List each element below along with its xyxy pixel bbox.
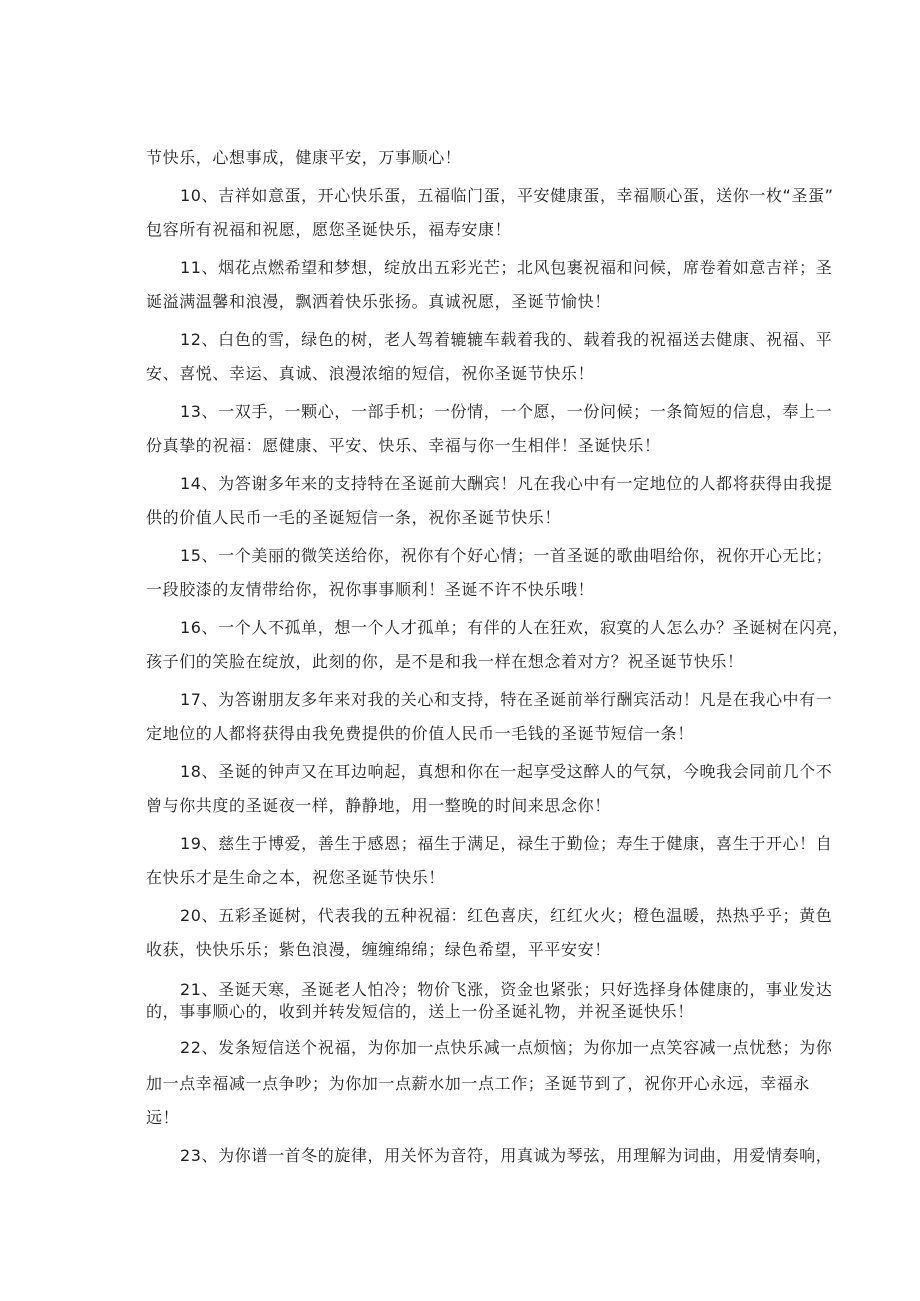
text-line: 诞溢满温馨和浪漫，飘洒着快乐张扬。真诚祝愿，圣诞节愉快！ [146,292,611,311]
text-line: 20、五彩圣诞树，代表我的五种祝福：红色喜庆，红红火火；橙色温暖，热热乎乎；黄色 [180,906,833,925]
text-line: 16、一个人不孤单，想一个人才孤单；有伴的人在狂欢，寂寞的人怎么办？圣诞树在闪亮， [180,618,849,637]
text-line: 曾与你共度的圣诞夜一样，静静地，用一整晚的时间来思念你！ [146,796,611,815]
text-line: 份真挚的祝福：愿健康、平安、快乐、幸福与你一生相伴！圣诞快乐！ [146,436,661,455]
text-line: 19、慈生于博爱，善生于感恩；福生于满足，禄生于勤俭；寿生于健康，喜生于开心！自 [180,834,833,853]
text-line: 18、圣诞的钟声又在耳边响起，真想和你在一起享受这醉人的气氛，今晚我会同前几个不 [180,762,833,781]
text-line: 孩子们的笑脸在绽放，此刻的你，是不是和我一样在想念着对方？祝圣诞节快乐！ [146,652,744,671]
text-line: 加一点幸福减一点争吵；为你加一点薪水加一点工作；圣诞节到了，祝你开心永远，幸福永 [146,1074,811,1093]
text-line: 在快乐才是生命之本，祝您圣诞节快乐！ [146,868,445,887]
text-line: 10、吉祥如意蛋，开心快乐蛋，五福临门蛋，平安健康蛋，幸福顺心蛋，送你一枚“圣蛋” [180,186,834,205]
text-line: 21、圣诞天寒，圣诞老人怕冷；物价飞涨，资金也紧张；只好选择身体健康的，事业发达 [180,980,833,999]
text-line: 13、一双手，一颗心，一部手机；一份情，一个愿，一份问候；一条简短的信息，奉上一 [180,402,833,421]
text-line: 供的价值人民币一毛的圣诞短信一条，祝你圣诞节快乐！ [146,508,562,527]
text-line: 12、白色的雪，绿色的树，老人驾着辘辘车载着我的、载着我的祝福送去健康、祝福、平 [180,330,833,349]
text-line: 安、喜悦、幸运、真诚、浪漫浓缩的短信，祝你圣诞节快乐！ [146,364,595,383]
text-line: 一段胶漆的友情带给你，祝你事事顺利！圣诞不许不快乐哦！ [146,580,595,599]
text-line: 远！ [146,1108,180,1127]
text-line: 23、为你谱一首冬的旋律，用关怀为音符，用真诚为琴弦，用理解为词曲，用爱情奏响， [180,1146,833,1165]
text-line: 包容所有祝福和祝愿，愿您圣诞快乐，福寿安康！ [146,220,512,239]
text-line: 14、为答谢多年来的支持特在圣诞前大酬宾！凡在我心中有一定地位的人都将获得由我提 [180,474,833,493]
text-line: 17、为答谢朋友多年来对我的关心和支持，特在圣诞前举行酬宾活动！凡是在我心中有一 [180,690,833,709]
text-line: 节快乐，心想事成，健康平安，万事顺心！ [146,148,462,167]
text-line: 定地位的人都将获得由我免费提供的价值人民币一毛钱的圣诞节短信一条！ [146,724,694,743]
text-line: 15、一个美丽的微笑送给你，祝你有个好心情；一首圣诞的歌曲唱给你，祝你开心无比； [180,546,833,565]
text-line: 22、发条短信送个祝福，为你加一点快乐减一点烦恼；为你加一点笑容减一点忧愁；为你 [180,1038,833,1057]
text-line: 11、烟花点燃希望和梦想，绽放出五彩光芒；北风包裹祝福和问候，席卷着如意吉祥；圣 [180,258,833,277]
text-line: 的，事事顺心的，收到并转发短信的，送上一份圣诞礼物，并祝圣诞快乐！ [146,1002,694,1021]
text-line: 收获，快快乐乐；紫色浪漫，缠缠绵绵；绿色希望，平平安安！ [146,940,611,959]
